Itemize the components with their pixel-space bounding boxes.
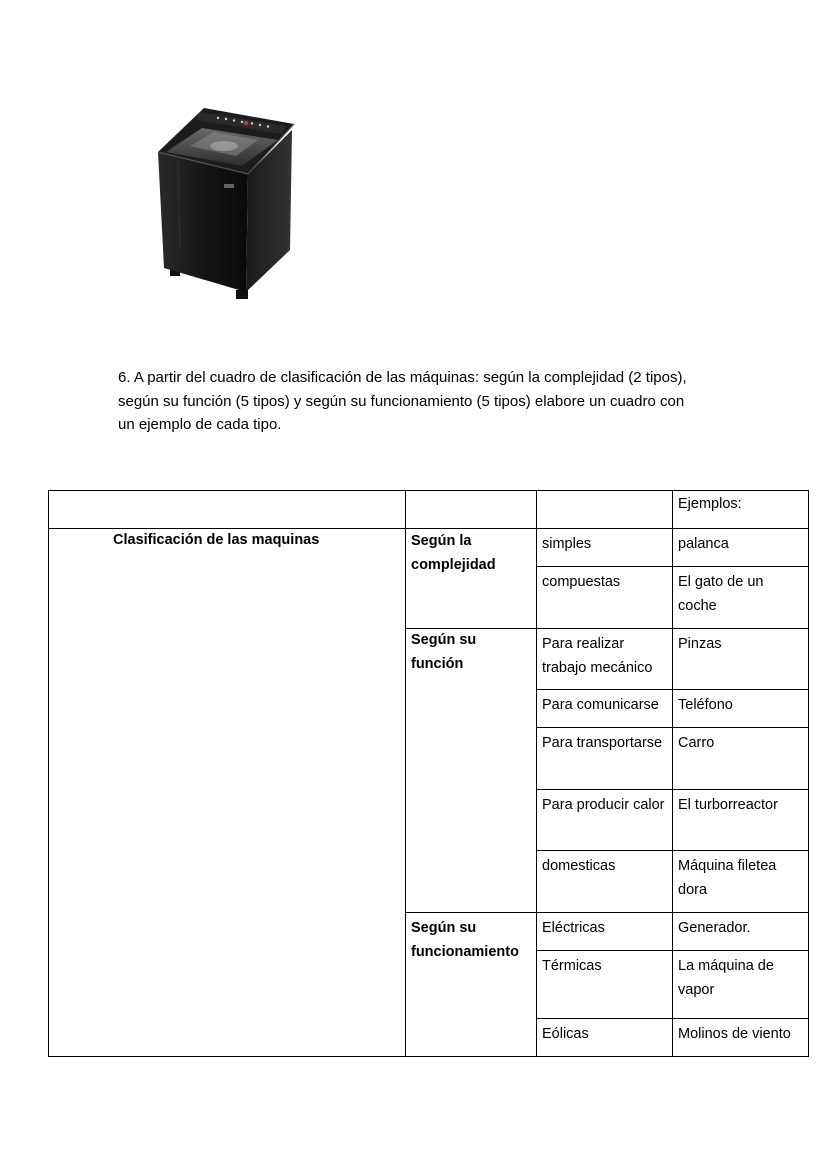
type-cell: Para producir calor — [537, 790, 673, 851]
main-classification-label: Clasificación de las maquinas — [113, 532, 320, 548]
type-cell: simples — [537, 529, 673, 567]
header-cell-empty — [406, 491, 537, 529]
washing-machine-illustration — [118, 100, 330, 308]
group-cell-funcion — [406, 629, 537, 913]
question-text — [118, 366, 718, 437]
group-label: Según la complejidad — [411, 533, 496, 573]
question-line: un ejemplo de cada tipo. — [118, 416, 282, 433]
classification-table — [48, 490, 809, 1057]
example-cell: Pinzas — [673, 629, 809, 690]
group-cell-funcionamiento — [406, 913, 537, 1057]
example-cell: Molinos de viento — [673, 1019, 809, 1057]
example-cell: palanca — [673, 529, 809, 567]
type-cell: Para realizar trabajo mecánico — [537, 629, 673, 690]
group-cell-complejidad — [406, 529, 537, 629]
example-cell: Generador. — [673, 913, 809, 951]
header-cell-examples: Ejemplos: — [673, 491, 809, 529]
example-cell: El gato de un coche — [673, 567, 809, 629]
type-cell: Para comunicarse — [537, 690, 673, 728]
example-cell: Teléfono — [673, 690, 809, 728]
main-classification-cell — [49, 529, 406, 1057]
example-cell: El turborreactor — [673, 790, 809, 851]
group-label: Según su funcionamiento — [411, 920, 519, 960]
type-cell: Para transportarse — [537, 728, 673, 790]
type-cell: Eólicas — [537, 1019, 673, 1057]
group-label: Según su función — [411, 632, 477, 672]
table-row — [49, 529, 809, 567]
washing-machine-image — [118, 100, 330, 308]
type-cell: Eléctricas — [537, 913, 673, 951]
question-line: según su función (5 tipos) y según su funcionamiento (5 tipos) elabore un cuadro con — [118, 392, 685, 410]
question-line: 6. A partir del cuadro de clasificación de las máquinas: según la complejidad (2 tipos), — [118, 369, 687, 386]
header-cell-empty — [49, 491, 406, 529]
type-cell: domesticas — [537, 851, 673, 913]
example-cell: Máquina filetea dora — [673, 851, 809, 913]
example-cell: La máquina de vapor — [673, 951, 809, 1019]
type-cell: Térmicas — [537, 951, 673, 1019]
example-cell: Carro — [673, 728, 809, 790]
header-cell-empty — [537, 491, 673, 529]
type-cell: compuestas — [537, 567, 673, 629]
table-header-row — [49, 491, 809, 529]
